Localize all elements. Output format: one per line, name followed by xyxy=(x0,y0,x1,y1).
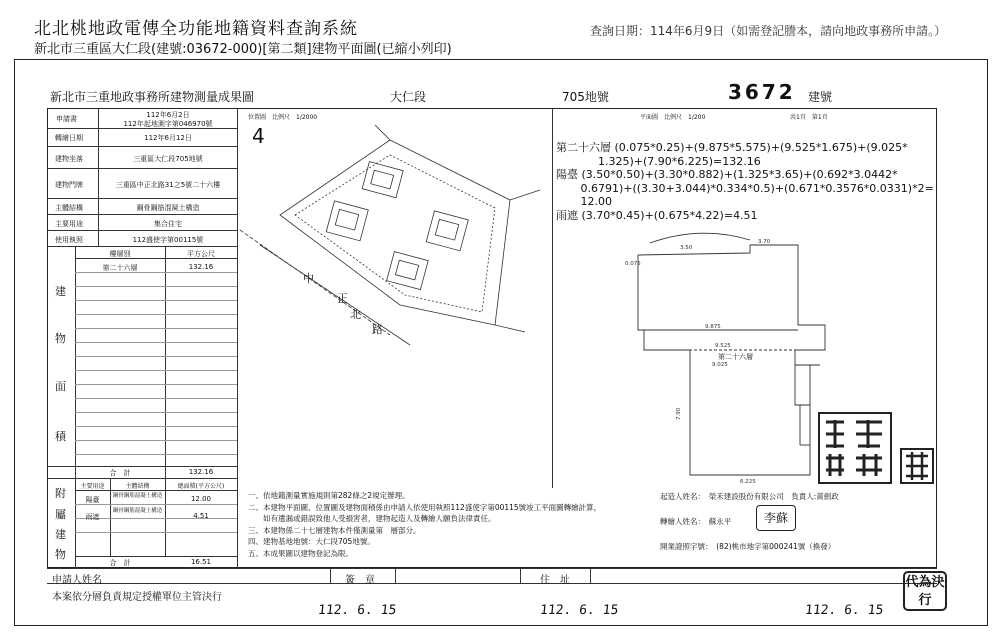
formula-line: 陽臺 (3.50*0.50)+(3.30*0.882)+(1.325*3.65)+(0.692*3.0442* xyxy=(556,168,898,181)
attached-struct: 鋼骨鋼筋混凝土構造 xyxy=(112,493,163,499)
lot-number: 705地號 xyxy=(562,90,609,104)
note-line: 四、建物基地地號：大仁段705地號。 xyxy=(248,537,375,546)
site-plan-caption: 位置圖 比例尺 1/2000 xyxy=(248,114,318,121)
site-plan-drawing xyxy=(240,120,550,350)
applicant-label: 申請人姓名 xyxy=(52,575,102,586)
approval-stamp: 代為決行 xyxy=(903,571,947,611)
query-date: 查詢日期：114年6月9日（如需登記謄本，請向地政事務所申請。） xyxy=(590,24,947,38)
formula-line: 0.6791)+((3.30+3.044)*0.334*0.5)+(0.671*0.3576*0.0331)*2= xyxy=(556,181,934,195)
area-total-label: 合 計 xyxy=(109,469,131,477)
dim-label: 9.025 xyxy=(712,362,728,368)
page-count: 共1頁 第1頁 xyxy=(790,114,828,121)
notes-block xyxy=(248,490,601,559)
side-char: 物 xyxy=(55,548,66,561)
col-struct: 主體結構 xyxy=(125,483,150,490)
value-structure: 鋼骨鋼筋混凝土構造 xyxy=(136,204,200,212)
seal-stamp-icon xyxy=(818,412,892,484)
value-usage: 集合住宅 xyxy=(154,220,182,228)
formula-line: 12.00 xyxy=(556,195,612,208)
side-char: 面 xyxy=(55,380,66,393)
row-area: 132.16 xyxy=(188,263,214,271)
dim-label: 0.075 xyxy=(625,261,641,267)
label-application: 申請書 xyxy=(56,115,77,123)
attached-area: 12.00 xyxy=(190,495,212,503)
small-seal-icon xyxy=(900,448,934,484)
value-permit: 112盛使字第00115號 xyxy=(132,236,204,244)
area-formulas xyxy=(556,141,966,222)
side-char: 屬 xyxy=(55,508,66,521)
side-char: 附 xyxy=(55,487,66,500)
date-stamp: 112. 6. 15 xyxy=(317,603,398,618)
creator-name: 起造人姓名： 榮禾建設股份有限公司 負責人:黃劍政 xyxy=(660,492,839,501)
attached-area: 4.51 xyxy=(193,512,209,520)
label-permit: 使用執照 xyxy=(55,236,83,244)
side-char: 積 xyxy=(55,430,66,443)
area-total: 132.16 xyxy=(188,468,214,476)
note-line: 三、本建物係二十七層建物本件僅測量第 層部分。 xyxy=(248,525,421,535)
road-char: 中 xyxy=(303,272,314,285)
formula-line: 第二十六層 (0.075*0.25)+(9.875*5.575)+(9.525*1.675)+(9.025* xyxy=(556,141,908,154)
decision-note: 本案依分層負責規定授權單位主管決行 xyxy=(52,592,222,603)
note-line: 一、依地籍測量實施規則第282條之2規定辦理。 xyxy=(248,491,410,500)
road-char: 正 xyxy=(337,292,348,305)
label-location: 建物坐落 xyxy=(55,155,83,163)
value-draw-date: 112年6月12日 xyxy=(144,134,192,142)
dim-label: 3.50 xyxy=(680,245,693,251)
floor-room-label: 第二十六層 xyxy=(718,353,753,361)
dim-label: 9.875 xyxy=(705,324,721,330)
road-char: 路 xyxy=(372,323,383,336)
north-arrow-icon: 4 xyxy=(252,124,265,148)
license-no: 開業證照字號： (82)桃市地字第000241號（換發） xyxy=(660,542,836,551)
side-char: 物 xyxy=(55,332,66,345)
dim-label: 6.225 xyxy=(740,479,756,485)
dim-label: 7.90 xyxy=(676,407,682,420)
building-label: 建號 xyxy=(808,90,833,104)
dim-label: 9.525 xyxy=(715,343,731,349)
date-stamp: 112. 6. 15 xyxy=(804,603,885,618)
note-line: 五、本成果圖以建物登記為限。 xyxy=(248,548,353,558)
page-title: 北北桃地政電傳全功能地籍資料查詢系統 xyxy=(34,19,358,39)
label-address: 建物門牌 xyxy=(55,181,83,189)
floor-plan-caption: 平面圖 比例尺 1/200 xyxy=(640,114,706,121)
label-structure: 主體結構 xyxy=(55,204,83,212)
date-stamp: 112. 6. 15 xyxy=(539,603,620,618)
attached-struct: 鋼骨鋼筋混凝土構造 xyxy=(112,508,163,514)
value-application-no: 112年起地測字第046970號 xyxy=(123,120,213,128)
formula-line: 雨遮 (3.70*0.45)+(0.675*4.22)=4.51 xyxy=(556,208,758,222)
value-address: 三重區中正北路31之5號二十六樓 xyxy=(115,181,221,189)
attached-use: 陽臺 xyxy=(85,496,100,504)
page-subtitle: 新北市三重區大仁段(建號:03672-000)[第二類]建物平面圖(已縮小列印) xyxy=(34,42,452,57)
section-name: 大仁段 xyxy=(390,90,427,104)
drafter-name: 轉繪人姓名： 蘇永平 xyxy=(660,517,732,526)
label-draw-date: 轉繪日期 xyxy=(55,134,83,142)
attached-total-label: 合 計 xyxy=(109,559,131,567)
label-usage: 主要用途 xyxy=(55,220,83,228)
drafter-seal-icon: 李蘇 xyxy=(756,505,796,531)
building-number: 3672 xyxy=(728,80,796,104)
road-char: 北 xyxy=(350,308,361,321)
attached-total: 16.51 xyxy=(190,558,212,566)
office-title: 新北市三重地政事務所建物測量成果圖 xyxy=(50,90,255,104)
formula-line: 1.325)+(7.90*6.225)=132.16 xyxy=(556,154,761,168)
row-floor: 第二十六層 xyxy=(102,264,138,272)
seal-label: 簽 章 xyxy=(345,575,375,586)
attached-use: 雨遮 xyxy=(85,513,100,521)
dim-label: 3.70 xyxy=(758,239,771,245)
col-total-area: 總面積(平方公尺) xyxy=(177,483,225,490)
col-floor: 樓層別 xyxy=(109,250,131,258)
note-line: 二、本建物平面圖、位置圖及建物面積係由申請人依使用執照112盛使字第00115號竣工平面圖轉繪計算， xyxy=(248,502,602,512)
col-use: 主要用途 xyxy=(80,483,105,490)
note-line: 如有遺漏或錯誤致他人受損害者，建物起造人及轉繪人願負法律責任。 xyxy=(248,514,496,523)
value-location: 三重區大仁段705地號 xyxy=(133,155,203,163)
col-area: 平方公尺 xyxy=(187,250,215,258)
value-application-date: 112年6月2日 xyxy=(146,111,190,119)
side-char: 建 xyxy=(55,528,66,541)
side-char: 建 xyxy=(55,285,66,298)
address-label: 住 址 xyxy=(540,575,570,586)
